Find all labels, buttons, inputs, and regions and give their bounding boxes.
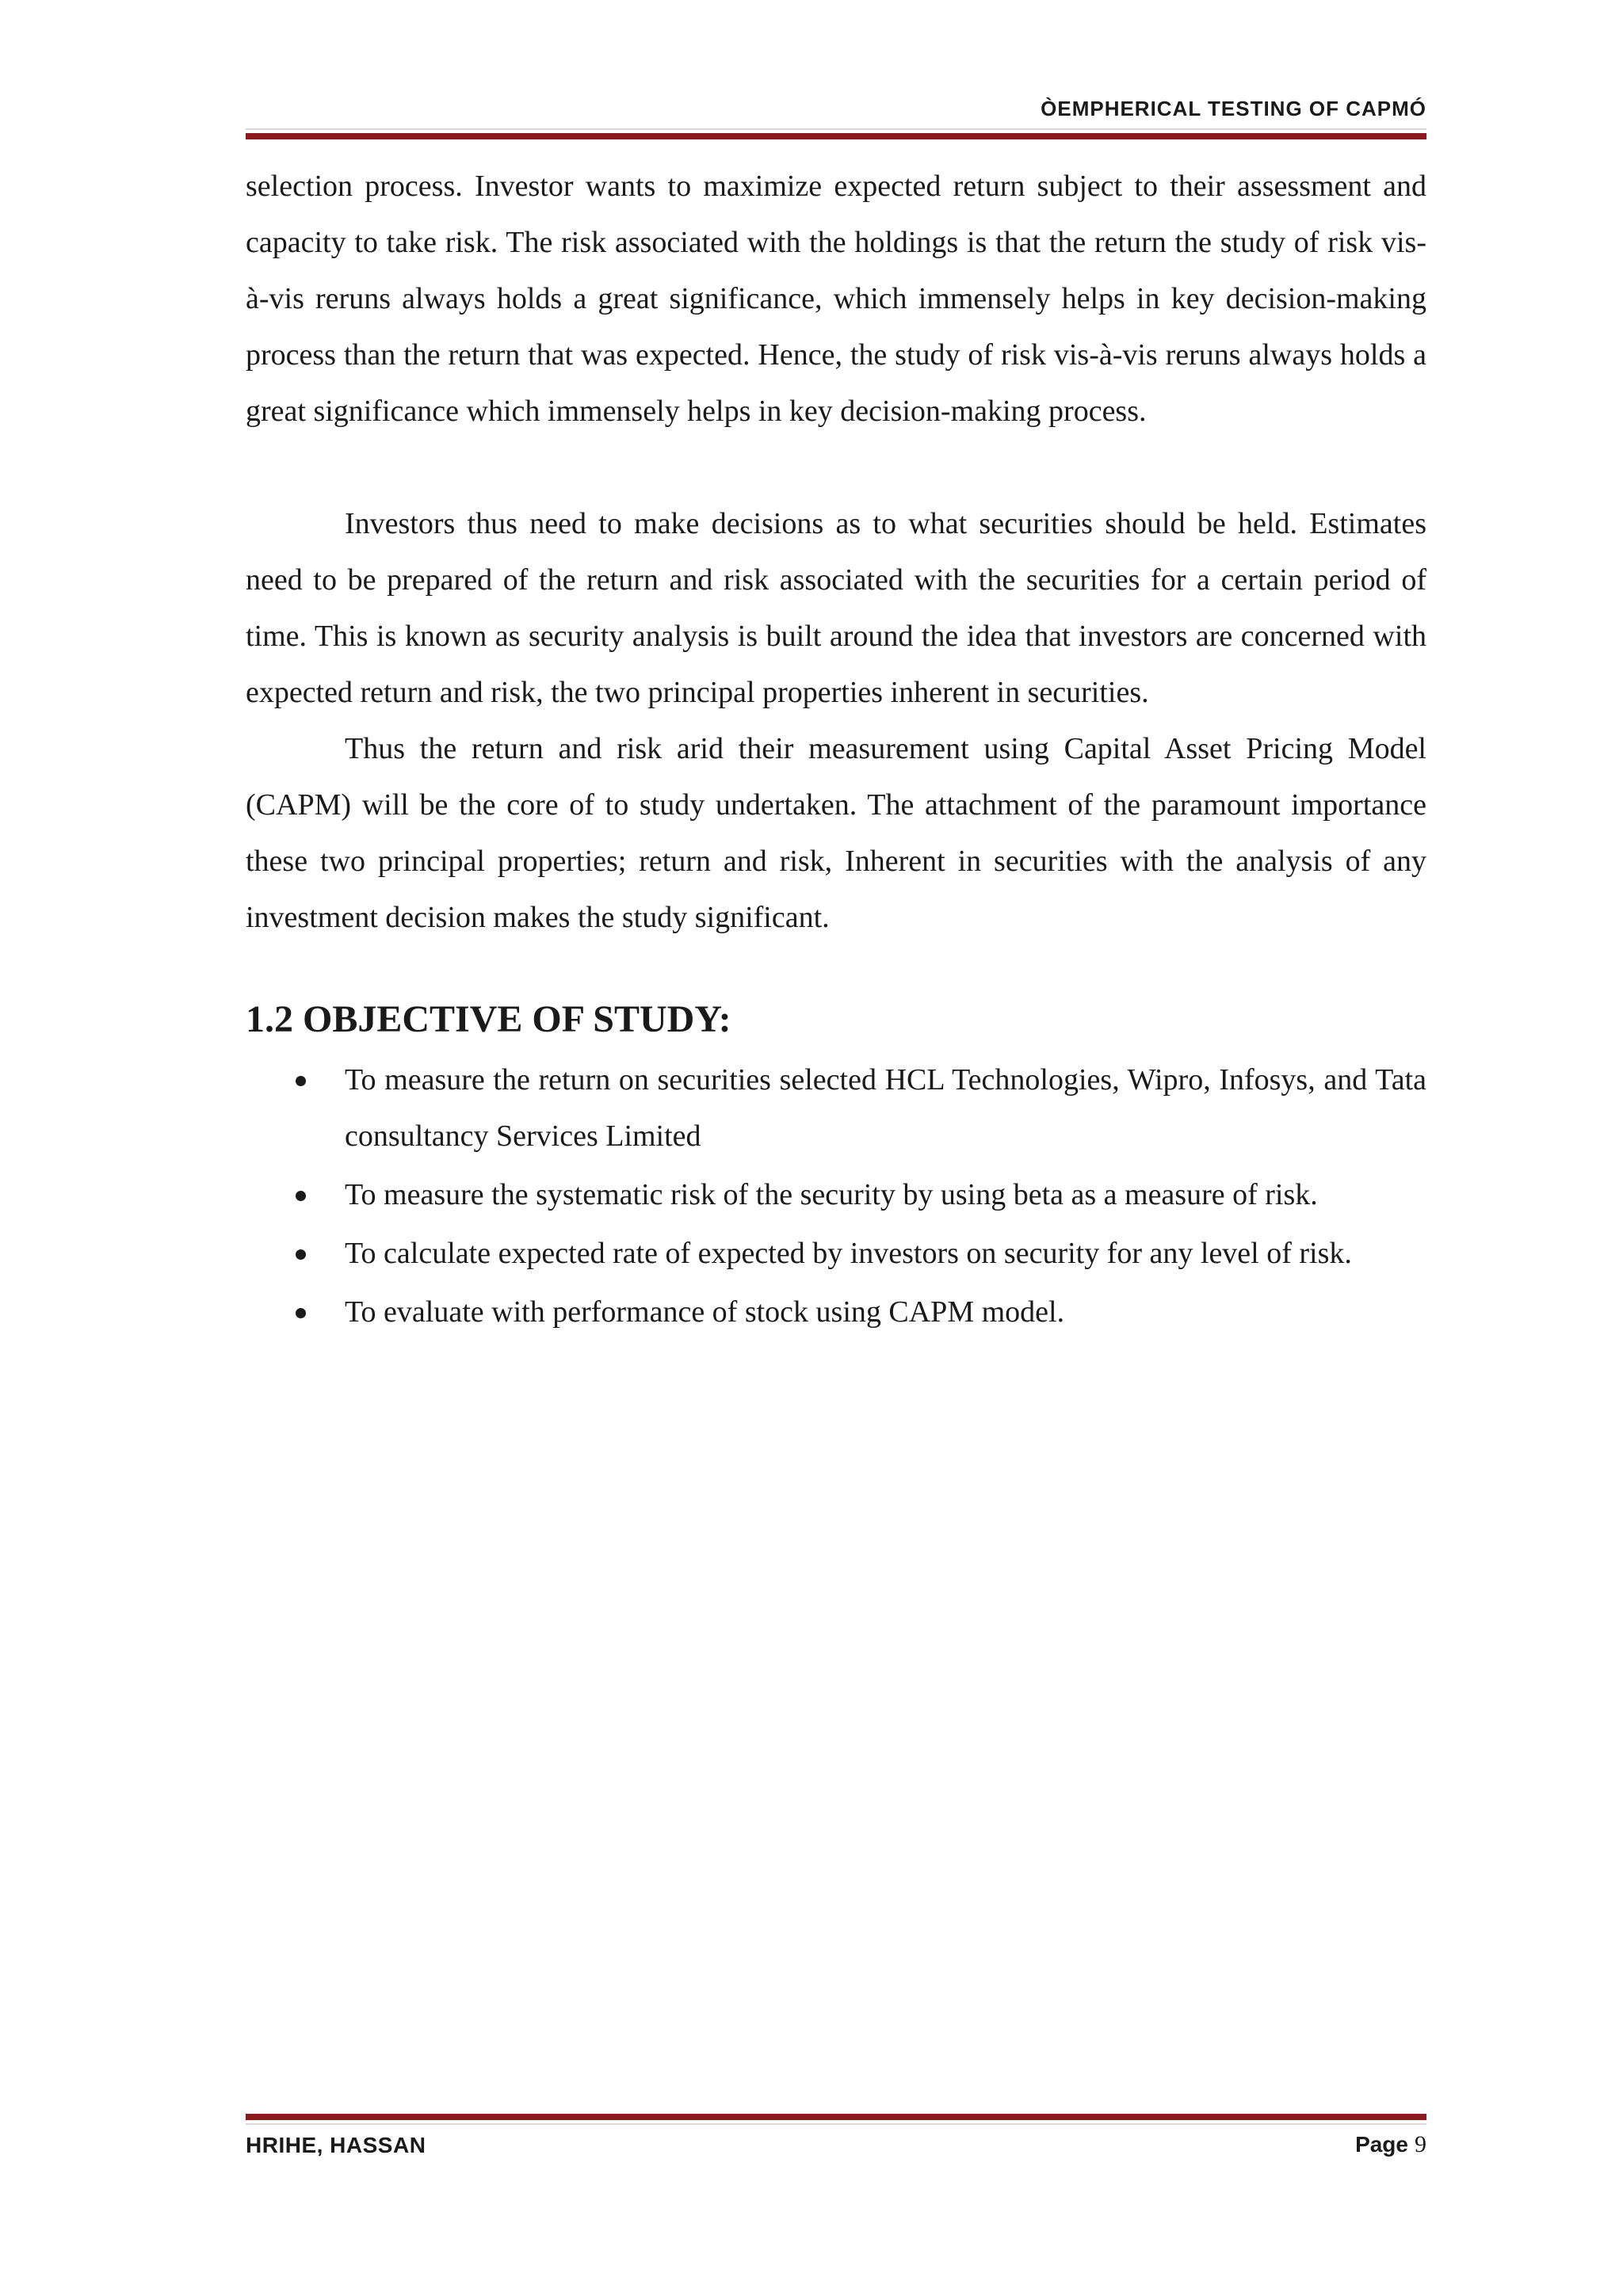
paragraph-2: Investors thus need to make decisions as to what securities should be held. Estimates need to be prepared of the return and risk associated with the securities for a certain period of time. This is known as security analysis is built around the idea that investors are concerned with expected return and risk, the two principal properties inherent in securities. <box>246 507 1426 709</box>
objectives-list <box>246 1052 1426 1341</box>
list-item <box>246 1284 1426 1341</box>
footer-accent-rule <box>246 2114 1426 2120</box>
page-content <box>246 158 1426 1343</box>
paragraph-3: Thus the return and risk arid their measurement using Capital Asset Pricing Model (CAPM) will be the core of to study undertaken. The attachment of the paramount importance these two principal properties; return and risk, Inherent in securities with the analysis of any investment decision makes the study significant. <box>246 732 1426 934</box>
list-item <box>246 1226 1426 1282</box>
paragraph-1: selection process. Investor wants to maximize expected return subject to their assessment and capacity to take risk. The risk associated with the holdings is that the return the study of risk vis-à-vis reruns always holds a great significance, which immensely helps in key decision-making process than the return that was expected. Hence, the study of risk vis-à-vis reruns always holds a great significance which immensely helps in key decision-making process. <box>246 170 1426 428</box>
bullet-icon <box>296 1076 306 1086</box>
section-heading-objective: 1.2 OBJECTIVE OF STUDY: <box>246 998 731 1040</box>
footer-thin-rule <box>246 2123 1426 2125</box>
page-number: 9 <box>1415 2131 1426 2157</box>
footer-page-number <box>1355 2131 1426 2158</box>
list-item-text: To measure the systematic risk of the security by using beta as a measure of risk. <box>345 1178 1318 1211</box>
list-item-text: To evaluate with performance of stock using CAPM model. <box>345 1295 1065 1329</box>
header-accent-rule <box>246 133 1426 139</box>
list-item <box>246 1052 1426 1165</box>
list-item-text: To calculate expected rate of expected by investors on security for any level of risk. <box>345 1237 1352 1270</box>
bullet-icon <box>296 1308 306 1318</box>
footer-author: HRIHE, HASSAN <box>246 2133 426 2157</box>
page-label: Page <box>1355 2132 1408 2157</box>
list-item <box>246 1167 1426 1223</box>
header-thin-rule <box>246 128 1426 130</box>
bullet-icon <box>296 1191 306 1201</box>
bullet-icon <box>296 1249 306 1260</box>
list-item-text: To measure the return on securities selected HCL Technologies, Wipro, Infosys, and Tata consultancy Services Limited <box>345 1063 1426 1153</box>
running-header-title: ÒEMPHERICAL TESTING OF CAPMÓ <box>1041 97 1426 120</box>
